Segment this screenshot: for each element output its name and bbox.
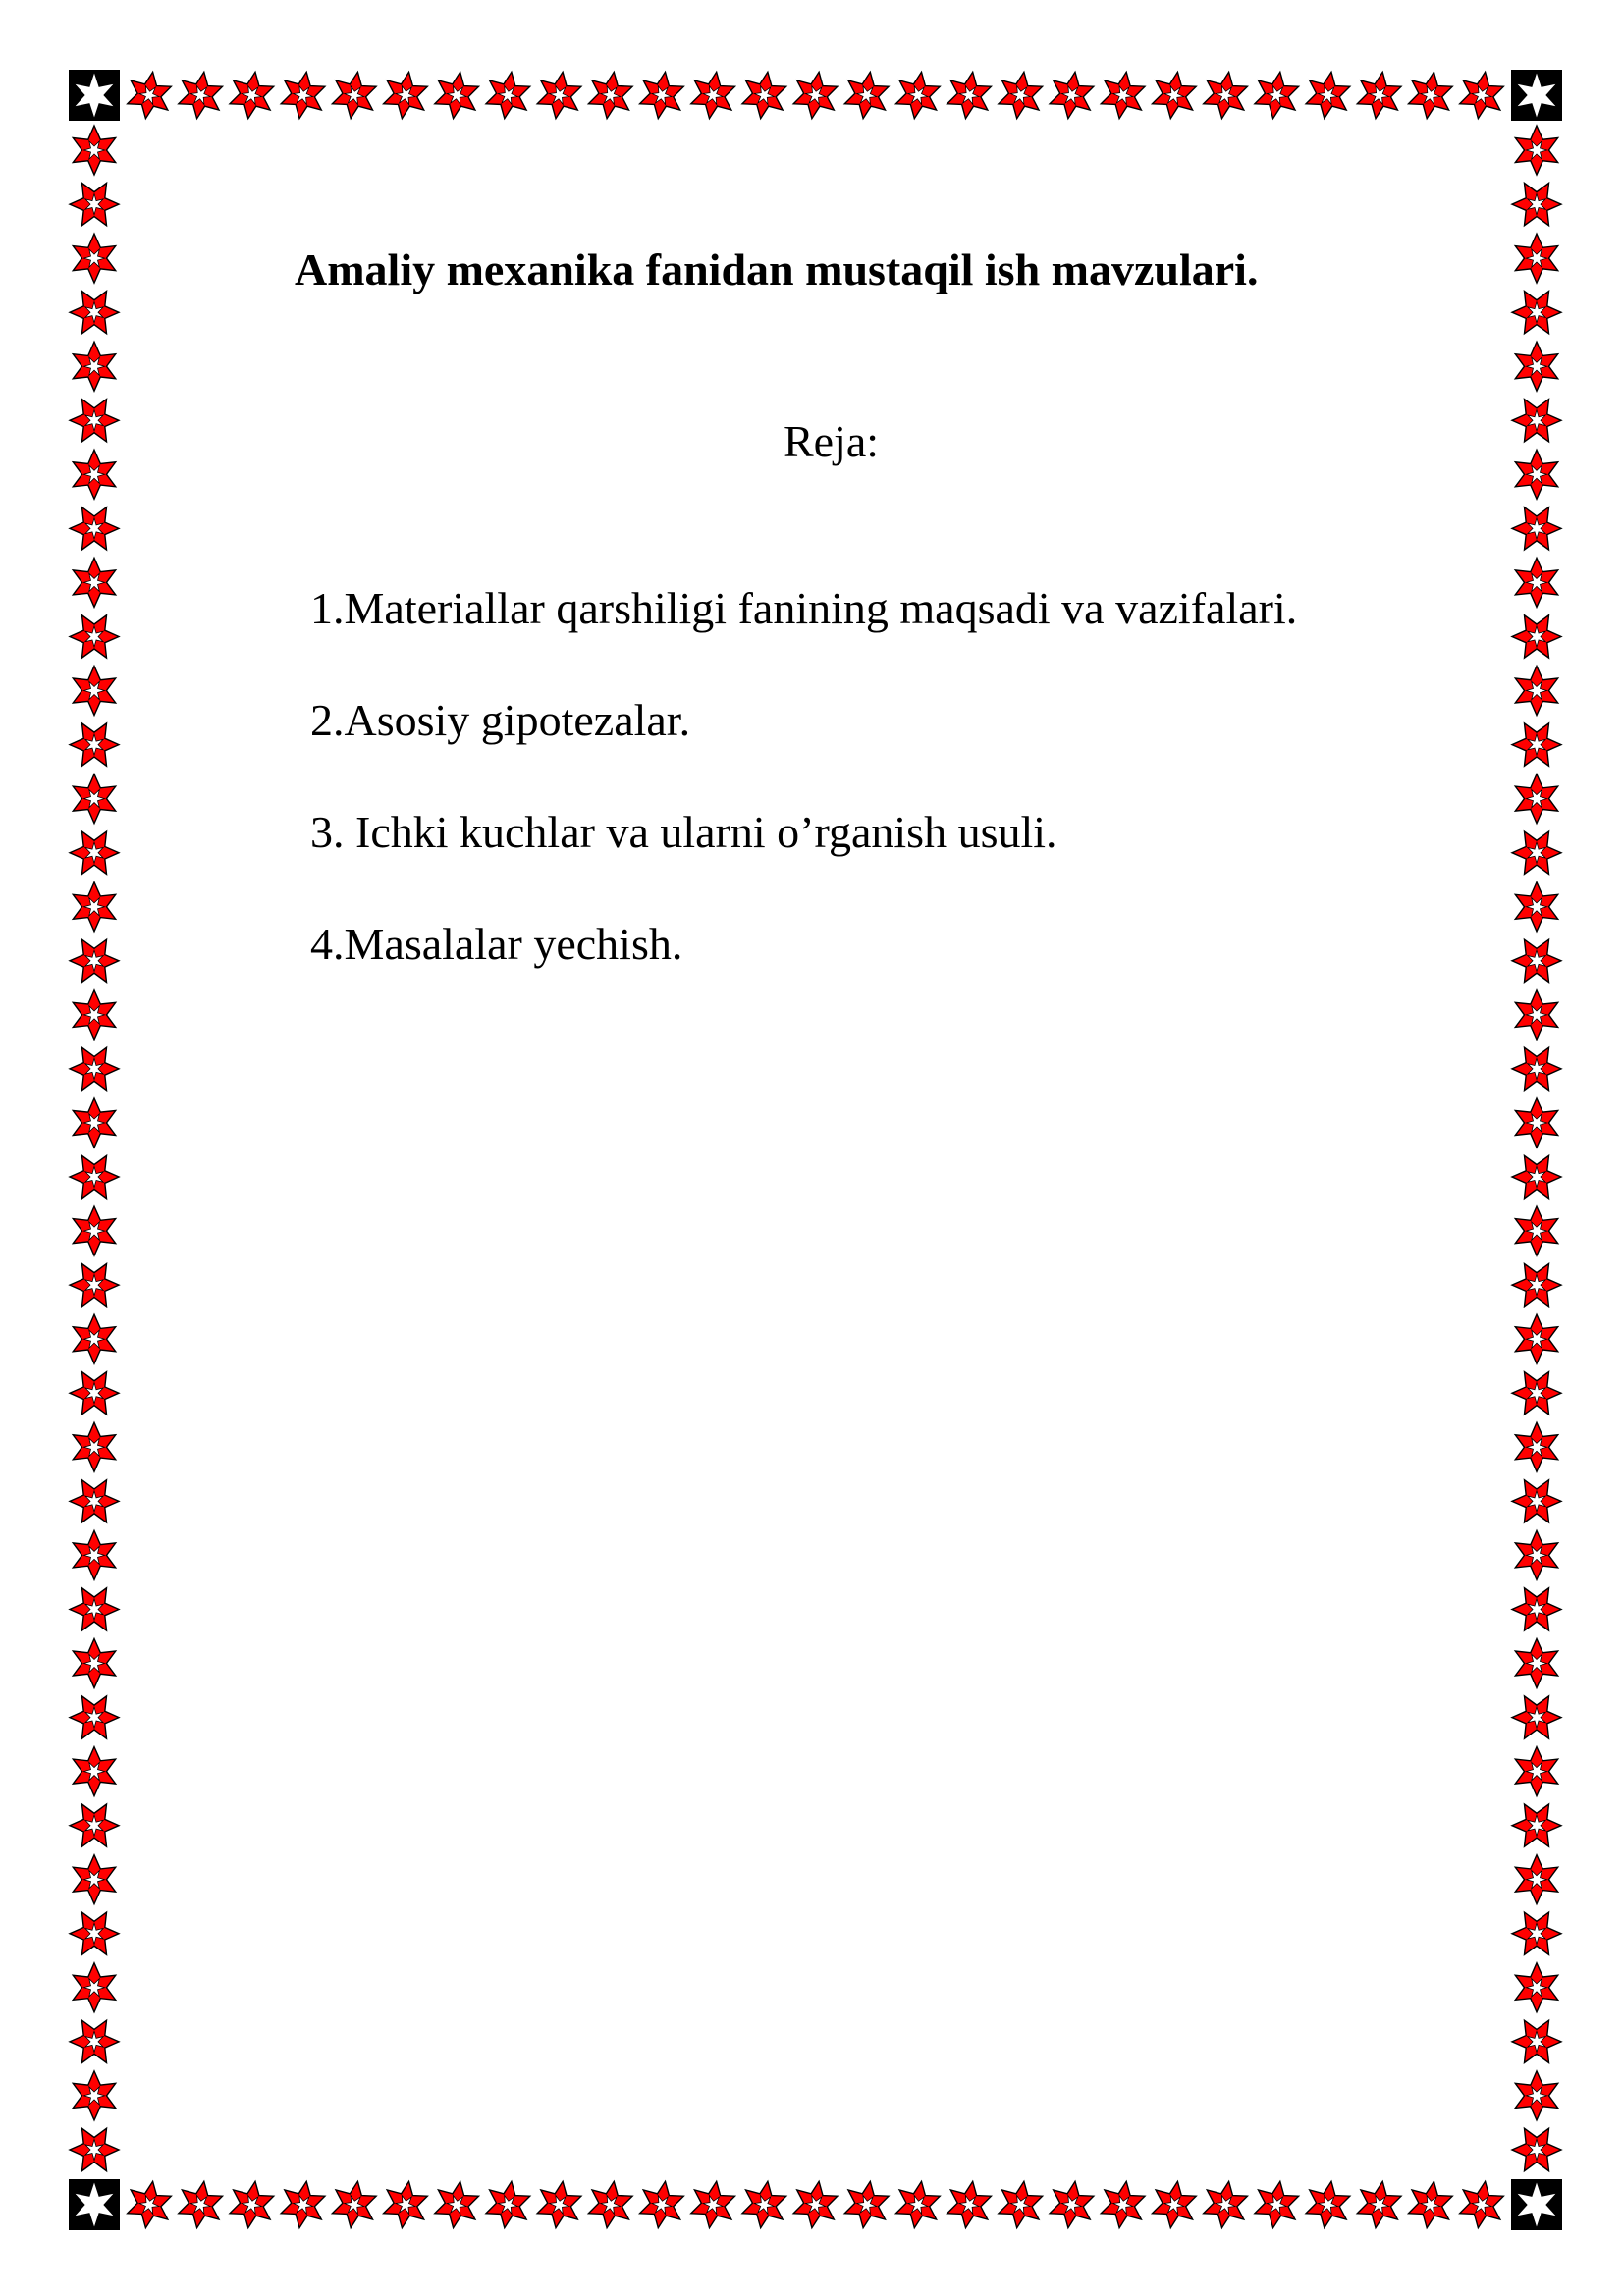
plan-item-2: 2.Asosiy gipotezalar. (310, 695, 691, 745)
plan-item-1: 1.Materiallar qarshiligi fanining maqsadi va vazifalari. (310, 583, 1298, 633)
plan-item-3: 3. Ichki kuchlar va ularni o’rganish usuli. (310, 807, 1057, 857)
plan-list (310, 579, 1439, 1027)
plan-item-4: 4.Masalalar yechish. (310, 919, 683, 969)
plan-heading: Reja: (783, 416, 880, 466)
document-title: Amaliy mexanika fanidan mustaqil ish mavzulari. (295, 244, 1259, 294)
